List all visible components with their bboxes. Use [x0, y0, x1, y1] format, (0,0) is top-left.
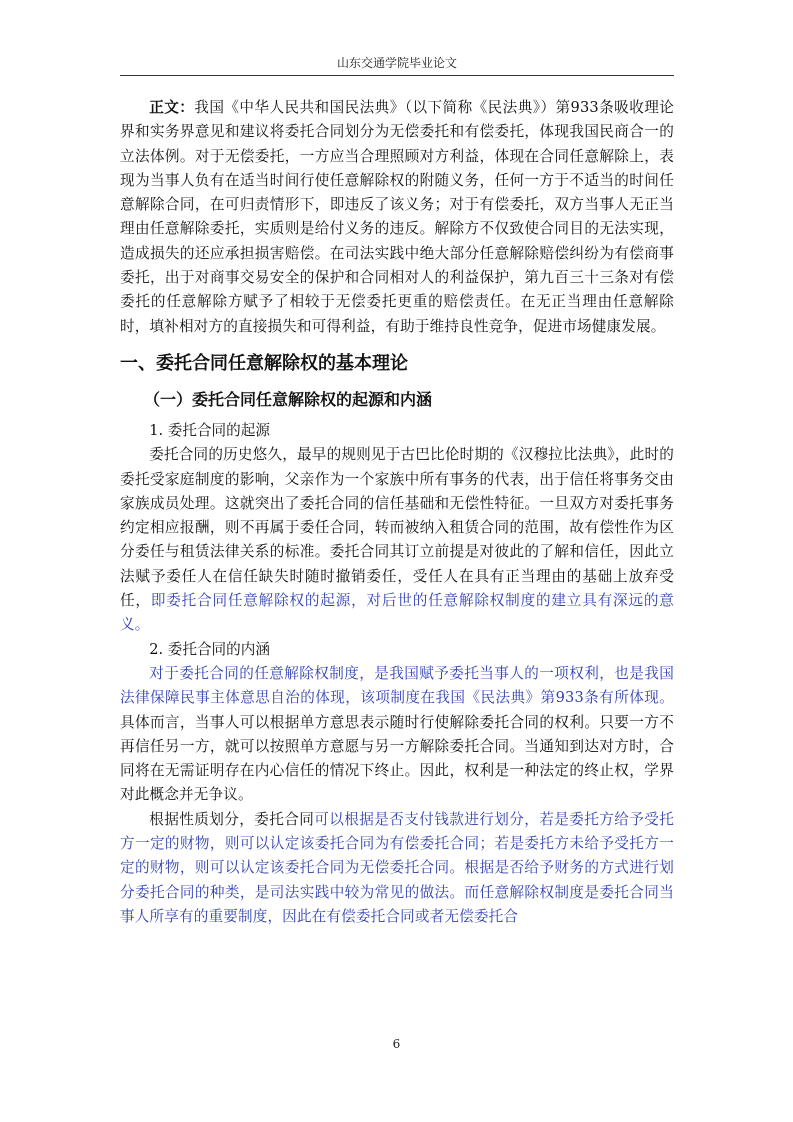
- item2-paragraph: [120, 662, 674, 808]
- item1-title: 1. 委托合同的起源: [149, 421, 270, 439]
- intro-paragraph: [120, 96, 674, 339]
- subsection-heading: （一）委托合同任意解除权的起源和内涵: [144, 389, 433, 409]
- item2-title: 2. 委托合同的内涵: [149, 640, 270, 658]
- section-heading: 一、委托合同任意解除权的基本理论: [120, 352, 408, 374]
- intro-text: 我国《中华人民共和国民法典》（以下简称《民法典》）第933条吸收理论界和实务界意见和建议将委托合同划分为无偿委托和有偿委托，体现我国民商合一的立法体例。对于无偿委托，一方应当合理照顾对方利益，体现在合同任意解除上，表现为当事人负有在适当时间行使任意解除权的附随义务，任何一方于不适当的时间任意解除合同，在可归责情形下，即违反了该义务；对于有偿委托，双方当事人无正当理由任意解除委托，实质则是给付义务的违反。解除方不仅致使合同目的无法实现，造成损失的还应承担损害赔偿。在司法实践中绝大部分任意解除赔偿纠纷为有偿商事委托，出于对商事交易安全的保护和合同相对人的利益保护，第九百三十三条对有偿委托的任意解除方赋予了相较于无偿委托更重的赔偿责任。在无正当理由任意解除时，填补相对方的直接损失和可得利益，有助于维持良性竞争，促进市场健康发展。: [120, 99, 675, 335]
- last-paragraph: [120, 808, 674, 929]
- item2-text: 具体而言，当事人可以根据单方意思表示随时行使解除委托合同的权利。只要一方不再信任另一方，就可以按照单方意愿与另一方解除委托合同。当通知到达对方时，合同将在无需证明存在内心信任的情况下终止。因此，权利是一种法定的终止权，学界对此概念并无争议。: [120, 713, 674, 804]
- document-body: [120, 96, 674, 929]
- last-text: 根据性质划分，委托合同: [149, 810, 315, 828]
- page-header: 山东交通学院毕业论文: [336, 56, 457, 70]
- page-number: 6: [392, 1037, 401, 1051]
- intro-lead: 正文：: [149, 99, 195, 116]
- header-divider: [120, 75, 674, 76]
- item1-text: 委托合同的历史悠久，最早的规则见于古巴比伦时期的《汉穆拉比法典》，此时的委托受家庭制度的影响，父亲作为一个家族中所有事务的代表，出于信任将事务交由家族成员处理。这就突出了委托合同的信任基础和无偿性特征。一旦双方对委托事务约定相应报酬，则不再属于委任合同，转而被纳入租赁合同的范围，故有偿性作为区分委任与租赁法律关系的标准。委托合同其订立前提是对彼此的了解和信任，因此立法赋予委任人在信任缺失时随时撤销委任，受任人在具有正当理由的基础上放弃受任，: [120, 446, 674, 610]
- item1-highlight: 即委托合同任意解除权的起源，对后世的任意解除权制度的建立具有深远的意义。: [120, 592, 674, 634]
- item1-paragraph: [120, 443, 674, 637]
- last-highlight: 可以根据是否支付钱款进行划分，若是委托方给予受托方一定的财物，则可以认定该委托合同为有偿委托合同；若是委托方未给予受托方一定的财物，则可以认定该委托合同为无偿委托合同。根据是否给予财务的方式进行划分委托合同的种类，是司法实践中较为常见的做法。而任意解除权制度是委托合同当事人所享有的重要制度，因此在有偿委托合同或者无偿委托合: [120, 810, 675, 925]
- item2-highlight: 对于委托合同的任意解除权制度，是我国赋予委托当事人的一项权利，也是我国法律保障民事主体意思自治的体现，该项制度在我国《民法典》第933条有所体现。: [120, 664, 674, 707]
